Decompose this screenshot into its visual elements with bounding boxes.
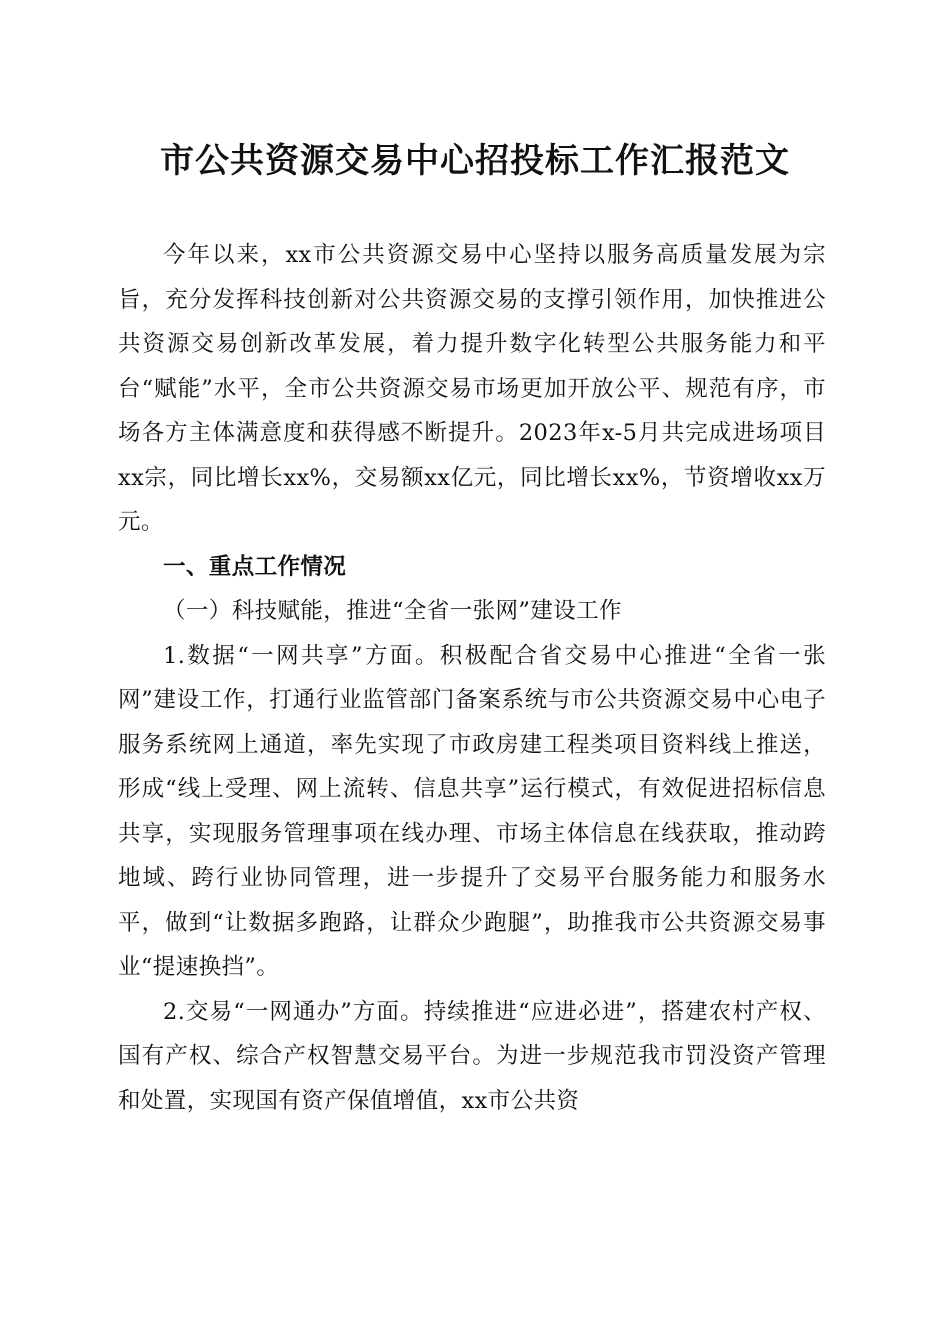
subsection-heading: （一）科技赋能，推进“全省一张网”建设工作 <box>163 598 622 624</box>
paragraph-transaction: 2.交易“一网通办”方面。持续推进“应进必进”，搭建农村产权、国有产权、综合产权智慧交易平台。为进一步规范我市罚没资产管理和处置，实现国有资产保值增值，xx市公共资 <box>118 998 826 1114</box>
document-title: 市公共资源交易中心招投标工作汇报范文 <box>160 141 790 181</box>
paragraph-data-sharing: 1.数据“一网共享”方面。积极配合省交易中心推进“全省一张网”建设工作，打通行业监管部门备案系统与市公共资源交易中心电子服务系统网上通道，率先实现了市政房建工程类项目资料线上推送，形成“线上受理、网上流转、信息共享”运行模式，有效促进招标信息共享，实现服务管理事项在线办理、市场主体信息在线获取，推动跨地域、跨行业协同管理，进一步提升了交易平台服务能力和服务水平，做到“让数据多跑路，让群众少跑腿”，助推我市公共资源交易事业“提速换挡”。 <box>118 642 826 980</box>
document-body <box>118 233 826 1123</box>
section-heading: 一、重点工作情况 <box>163 553 347 580</box>
intro-paragraph: 今年以来，xx市公共资源交易中心坚持以服务高质量发展为宗旨，充分发挥科技创新对公共资源交易的支撑引领作用，加快推进公共资源交易创新改革发展，着力提升数字化转型公共服务能力和平台“赋能”水平，全市公共资源交易市场更加开放公平、规范有序，市场各方主体满意度和获得感不断提升。2023年x-5月共完成进场项目xx宗，同比增长xx%，交易额xx亿元，同比增长xx%，节资增收xx万元。 <box>118 242 826 535</box>
